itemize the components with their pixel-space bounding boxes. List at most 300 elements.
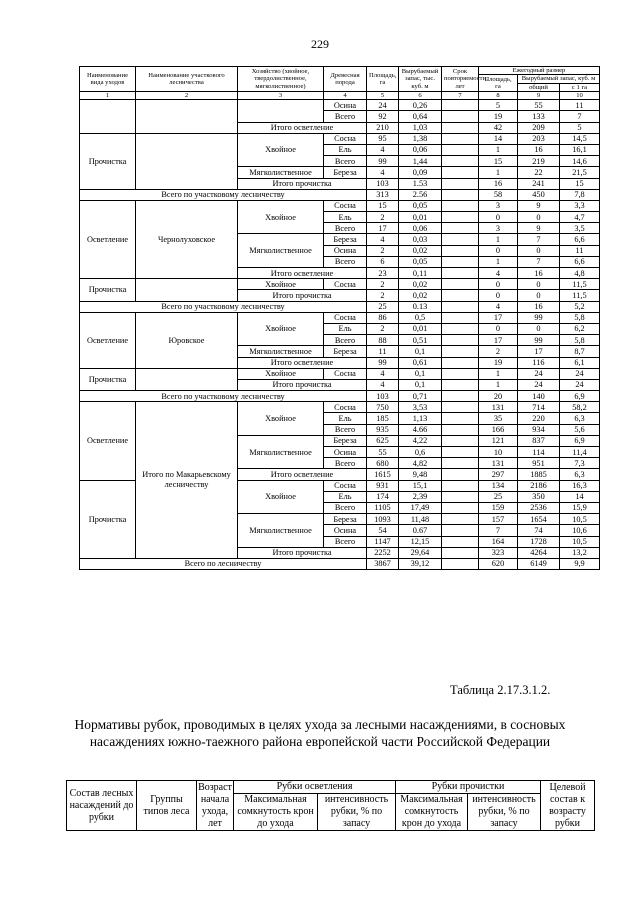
cell bbox=[442, 368, 479, 379]
cell: Мягколиственное bbox=[238, 435, 324, 469]
cell: 13,2 bbox=[560, 547, 600, 558]
cell: Береза bbox=[324, 167, 367, 178]
cell: 15,1 bbox=[399, 480, 442, 491]
cell bbox=[442, 323, 479, 334]
cell: 17 bbox=[479, 335, 518, 346]
cell: 11,48 bbox=[399, 514, 442, 525]
cell bbox=[136, 100, 238, 134]
column-number: 5 bbox=[367, 92, 399, 100]
cell: 0.67 bbox=[399, 525, 442, 536]
cell: 1 bbox=[479, 144, 518, 155]
cell: 241 bbox=[518, 178, 560, 189]
cell: Итого прочистка bbox=[238, 290, 367, 301]
cell: 0,71 bbox=[399, 391, 442, 402]
cell: 4 bbox=[367, 234, 399, 245]
cell: 951 bbox=[518, 458, 560, 469]
column-number: 7 bbox=[442, 92, 479, 100]
cell: 114 bbox=[518, 447, 560, 458]
cell: 2186 bbox=[518, 480, 560, 491]
cell: 9,48 bbox=[399, 469, 442, 480]
cell: 1654 bbox=[518, 514, 560, 525]
cell: 0,26 bbox=[399, 100, 442, 111]
cell: 7 bbox=[518, 256, 560, 267]
cell: Чернолуховское bbox=[136, 200, 238, 278]
table-row bbox=[80, 368, 600, 379]
cell: Всего по лесничеству bbox=[80, 558, 367, 569]
header-cell: Максимальная сомкнутость крон до ухода bbox=[234, 794, 318, 831]
cell: Итого осветление bbox=[238, 469, 367, 480]
cell: 11 bbox=[560, 245, 600, 256]
cell: Сосна bbox=[324, 312, 367, 323]
cell bbox=[442, 279, 479, 290]
cell: 15 bbox=[479, 156, 518, 167]
cell: Береза bbox=[324, 435, 367, 446]
cell bbox=[442, 301, 479, 312]
cell: 0,51 bbox=[399, 335, 442, 346]
page-number: 229 bbox=[311, 37, 329, 51]
section-heading: Нормативы рубок, проводимых в целях ухода за лесными насаждениями, в сосновых насаждениях южно-таежного района европейской части Российской Федерации bbox=[74, 717, 566, 749]
cell: 7 bbox=[560, 111, 600, 122]
cell: 4264 bbox=[518, 547, 560, 558]
column-number: 8 bbox=[479, 92, 518, 100]
header-cell: Целевой состав к возрасту рубки bbox=[541, 781, 595, 831]
cell: 29,64 bbox=[399, 547, 442, 558]
cell: 0 bbox=[518, 323, 560, 334]
cell: Всего bbox=[324, 424, 367, 435]
cell: 0 bbox=[479, 290, 518, 301]
cell bbox=[442, 100, 479, 111]
table-row bbox=[80, 100, 600, 111]
cell: 6,1 bbox=[560, 357, 600, 368]
cell: 92 bbox=[367, 111, 399, 122]
cell: 11,5 bbox=[560, 290, 600, 301]
table-row bbox=[80, 301, 600, 312]
header-cell: интенсивность рубки, % по запасу bbox=[468, 794, 541, 831]
cell: 74 bbox=[518, 525, 560, 536]
cell: 23 bbox=[367, 268, 399, 279]
cell: 88 bbox=[367, 335, 399, 346]
cell: Осветление bbox=[80, 200, 136, 278]
cell: 0,02 bbox=[399, 279, 442, 290]
cell bbox=[442, 189, 479, 200]
cell: 625 bbox=[367, 435, 399, 446]
cell: 7 bbox=[518, 234, 560, 245]
cell: 164 bbox=[479, 536, 518, 547]
cell: Хвойное bbox=[238, 200, 324, 234]
cell bbox=[442, 469, 479, 480]
table-row bbox=[80, 189, 600, 200]
cell: 14,6 bbox=[560, 156, 600, 167]
cell: 1,03 bbox=[399, 122, 442, 133]
cell: 1615 bbox=[367, 469, 399, 480]
cell bbox=[442, 502, 479, 513]
header-cell: с 1 га bbox=[560, 83, 600, 91]
cell: Осина bbox=[324, 525, 367, 536]
cell: 25 bbox=[479, 491, 518, 502]
cell: 220 bbox=[518, 413, 560, 424]
cell: 0,06 bbox=[399, 144, 442, 155]
header-cell: интенсивность рубки, % по запасу bbox=[318, 794, 396, 831]
cell: 24 bbox=[367, 100, 399, 111]
cell: 24 bbox=[518, 379, 560, 390]
cell: 16 bbox=[518, 268, 560, 279]
cell: 24 bbox=[518, 368, 560, 379]
cell: Ель bbox=[324, 491, 367, 502]
cell: 140 bbox=[518, 391, 560, 402]
header-cell: Площадь, га bbox=[479, 75, 518, 92]
cell: 16 bbox=[518, 301, 560, 312]
cell: 0,03 bbox=[399, 234, 442, 245]
cell bbox=[442, 156, 479, 167]
cell: 11,5 bbox=[560, 279, 600, 290]
column-number: 6 bbox=[399, 92, 442, 100]
cell: 209 bbox=[518, 122, 560, 133]
cell: 134 bbox=[479, 480, 518, 491]
cell bbox=[442, 234, 479, 245]
cell: 0,11 bbox=[399, 268, 442, 279]
cell: Итого осветление bbox=[238, 268, 367, 279]
cell: 3 bbox=[479, 200, 518, 211]
cell: Прочистка bbox=[80, 279, 136, 301]
cell: 1885 bbox=[518, 469, 560, 480]
cell: 10,6 bbox=[560, 525, 600, 536]
table-row bbox=[80, 279, 600, 290]
cell: 7 bbox=[479, 525, 518, 536]
cell: 1 bbox=[479, 379, 518, 390]
cell: 5,6 bbox=[560, 424, 600, 435]
cell: 6,6 bbox=[560, 256, 600, 267]
cell: 95 bbox=[367, 133, 399, 144]
cell: 157 bbox=[479, 514, 518, 525]
cell: 5,8 bbox=[560, 335, 600, 346]
cell: 2 bbox=[479, 346, 518, 357]
cell: 203 bbox=[518, 133, 560, 144]
cell bbox=[442, 268, 479, 279]
table-number-label: Таблица 2.17.3.1.2. bbox=[450, 683, 551, 697]
cell: 4,7 bbox=[560, 212, 600, 223]
cell: 5 bbox=[479, 100, 518, 111]
cell: Сосна bbox=[324, 402, 367, 413]
cell bbox=[442, 525, 479, 536]
cell: 0 bbox=[479, 212, 518, 223]
cell: Сосна bbox=[324, 480, 367, 491]
header-cell: Вырубаемый запас, тыс. куб. м bbox=[399, 67, 442, 92]
cell: Осина bbox=[324, 447, 367, 458]
cell: Береза bbox=[324, 514, 367, 525]
cell: 0,02 bbox=[399, 290, 442, 301]
cell: 6,6 bbox=[560, 234, 600, 245]
cell bbox=[442, 413, 479, 424]
cell: 1 bbox=[479, 234, 518, 245]
cell: Итого прочистка bbox=[238, 547, 367, 558]
cell: Юровское bbox=[136, 312, 238, 368]
cell: 1,38 bbox=[399, 133, 442, 144]
cell: 17 bbox=[518, 346, 560, 357]
table-row bbox=[80, 402, 600, 413]
column-number: 10 bbox=[560, 92, 600, 100]
cell: 7,8 bbox=[560, 189, 600, 200]
cell bbox=[442, 435, 479, 446]
cell: Хвойное bbox=[238, 312, 324, 346]
cell: 0 bbox=[479, 323, 518, 334]
cell: 3,53 bbox=[399, 402, 442, 413]
cell: 35 bbox=[479, 413, 518, 424]
cell: Всего по участковому лесничеству bbox=[80, 189, 367, 200]
cell bbox=[442, 200, 479, 211]
column-number: 9 bbox=[518, 92, 560, 100]
cell bbox=[442, 290, 479, 301]
cell: 0,01 bbox=[399, 323, 442, 334]
cell: 11 bbox=[367, 346, 399, 357]
cell: Мягколиственное bbox=[238, 167, 324, 178]
cell: 0,64 bbox=[399, 111, 442, 122]
cell: 0.13 bbox=[399, 301, 442, 312]
cell: 2 bbox=[367, 290, 399, 301]
cell: 131 bbox=[479, 458, 518, 469]
cell: 323 bbox=[479, 547, 518, 558]
header-cell: Наименование вида уходов bbox=[80, 67, 136, 92]
cell: 86 bbox=[367, 312, 399, 323]
cell: 17 bbox=[367, 223, 399, 234]
cell bbox=[442, 514, 479, 525]
cell: 0,05 bbox=[399, 256, 442, 267]
cell: 16,1 bbox=[560, 144, 600, 155]
cell: 0,02 bbox=[399, 245, 442, 256]
cell bbox=[442, 133, 479, 144]
cell: Ель bbox=[324, 212, 367, 223]
cell bbox=[442, 256, 479, 267]
cell: 0 bbox=[479, 245, 518, 256]
cell: Прочистка bbox=[80, 480, 136, 558]
header-cell: Состав лесных насаждений до рубки bbox=[67, 781, 137, 831]
cell: Итого осветление bbox=[238, 357, 367, 368]
cell: Ель bbox=[324, 413, 367, 424]
cell: 14,5 bbox=[560, 133, 600, 144]
cell: 4 bbox=[479, 301, 518, 312]
cell: 750 bbox=[367, 402, 399, 413]
cell: 0 bbox=[479, 279, 518, 290]
cell: Осветление bbox=[80, 402, 136, 480]
cell: 9 bbox=[518, 223, 560, 234]
cell: 16 bbox=[479, 178, 518, 189]
cell: 99 bbox=[367, 156, 399, 167]
cell: Хвойное bbox=[238, 480, 324, 514]
cell bbox=[442, 144, 479, 155]
cell: 1 bbox=[479, 167, 518, 178]
cell: Всего по участковому лесничеству bbox=[80, 391, 367, 402]
cell: 0,61 bbox=[399, 357, 442, 368]
cell: 185 bbox=[367, 413, 399, 424]
cell: 0 bbox=[518, 212, 560, 223]
cell: 5,2 bbox=[560, 301, 600, 312]
cell: Мягколиственное bbox=[238, 346, 324, 357]
cell: 714 bbox=[518, 402, 560, 413]
cell: 4 bbox=[367, 167, 399, 178]
thinning-table bbox=[79, 66, 600, 570]
cell: Мягколиственное bbox=[238, 514, 324, 548]
cell bbox=[442, 391, 479, 402]
cell: 6,3 bbox=[560, 413, 600, 424]
cell: Ель bbox=[324, 323, 367, 334]
cell: 16 bbox=[518, 144, 560, 155]
cell bbox=[442, 458, 479, 469]
cell: 8,7 bbox=[560, 346, 600, 357]
cell: 935 bbox=[367, 424, 399, 435]
header-cell: Наименование участкового лесничества bbox=[136, 67, 238, 92]
cell: 2252 bbox=[367, 547, 399, 558]
cell: 12,15 bbox=[399, 536, 442, 547]
cell: 1,44 bbox=[399, 156, 442, 167]
cell bbox=[442, 379, 479, 390]
cell: Осина bbox=[324, 245, 367, 256]
cell: 121 bbox=[479, 435, 518, 446]
cell: Береза bbox=[324, 234, 367, 245]
cell: 2 bbox=[367, 323, 399, 334]
cell: 0,06 bbox=[399, 223, 442, 234]
cell: 9,9 bbox=[560, 558, 600, 569]
cell: Всего bbox=[324, 502, 367, 513]
cell: Всего bbox=[324, 458, 367, 469]
cell: 24 bbox=[560, 379, 600, 390]
cell: 4,8 bbox=[560, 268, 600, 279]
cell: 17,49 bbox=[399, 502, 442, 513]
cell: 39,12 bbox=[399, 558, 442, 569]
cell: 4,22 bbox=[399, 435, 442, 446]
cell: 2 bbox=[367, 212, 399, 223]
cell: 15 bbox=[367, 200, 399, 211]
header-cell: Площадь, га bbox=[367, 67, 399, 92]
cell: 14 bbox=[560, 491, 600, 502]
cell: 10 bbox=[479, 447, 518, 458]
cell bbox=[442, 480, 479, 491]
cell: 11 bbox=[560, 100, 600, 111]
header-cell: Рубки прочистки bbox=[396, 781, 541, 794]
cell: Хвойное bbox=[238, 279, 324, 290]
cell: 1105 bbox=[367, 502, 399, 513]
column-number: 2 bbox=[136, 92, 238, 100]
cell: Всего bbox=[324, 335, 367, 346]
cell: Всего bbox=[324, 223, 367, 234]
table-row bbox=[67, 781, 595, 794]
cell: 0,6 bbox=[399, 447, 442, 458]
cell: 99 bbox=[367, 357, 399, 368]
cell: 219 bbox=[518, 156, 560, 167]
cell: 24 bbox=[560, 368, 600, 379]
cell: Прочистка bbox=[80, 133, 136, 189]
cell: 0,5 bbox=[399, 312, 442, 323]
header-cell: Ежегодный размер bbox=[479, 67, 600, 75]
cell: 0,05 bbox=[399, 200, 442, 211]
cell bbox=[442, 346, 479, 357]
cell: Всего bbox=[324, 156, 367, 167]
table-row bbox=[80, 200, 600, 211]
cell: 210 bbox=[367, 122, 399, 133]
cell: 450 bbox=[518, 189, 560, 200]
cell: 0 bbox=[518, 245, 560, 256]
norms-table bbox=[66, 780, 595, 831]
cell: 1 bbox=[479, 256, 518, 267]
cell bbox=[442, 212, 479, 223]
cell bbox=[442, 335, 479, 346]
cell: 103 bbox=[367, 391, 399, 402]
cell: 620 bbox=[479, 558, 518, 569]
cell: 1147 bbox=[367, 536, 399, 547]
cell bbox=[442, 167, 479, 178]
cell: 17 bbox=[479, 312, 518, 323]
cell: 15,9 bbox=[560, 502, 600, 513]
cell: Сосна bbox=[324, 133, 367, 144]
cell: Осина bbox=[324, 100, 367, 111]
cell: 99 bbox=[518, 335, 560, 346]
cell: 5 bbox=[560, 122, 600, 133]
cell: 14 bbox=[479, 133, 518, 144]
cell: 7,3 bbox=[560, 458, 600, 469]
cell: 2 bbox=[367, 279, 399, 290]
header-cell: Вырубаемый запас, куб. м bbox=[518, 75, 600, 83]
cell: Итого по Макарьевскому лесничеству bbox=[136, 402, 238, 559]
cell: 99 bbox=[518, 312, 560, 323]
cell: 0,1 bbox=[399, 379, 442, 390]
cell: 680 bbox=[367, 458, 399, 469]
cell: 19 bbox=[479, 357, 518, 368]
cell: 25 bbox=[367, 301, 399, 312]
cell: 5,8 bbox=[560, 312, 600, 323]
cell: Осветление bbox=[80, 312, 136, 368]
cell bbox=[442, 424, 479, 435]
cell: Хвойное bbox=[238, 368, 324, 379]
cell: 0 bbox=[518, 279, 560, 290]
cell bbox=[442, 111, 479, 122]
cell bbox=[442, 558, 479, 569]
cell: 6 bbox=[367, 256, 399, 267]
cell: 116 bbox=[518, 357, 560, 368]
cell: 3 bbox=[479, 223, 518, 234]
cell: 297 bbox=[479, 469, 518, 480]
cell: Всего bbox=[324, 111, 367, 122]
header-cell: Древесная порода bbox=[324, 67, 367, 92]
cell: 16,3 bbox=[560, 480, 600, 491]
cell: Всего bbox=[324, 256, 367, 267]
cell: 1 bbox=[479, 368, 518, 379]
cell: 4 bbox=[367, 379, 399, 390]
cell: 10,5 bbox=[560, 536, 600, 547]
cell: 0,1 bbox=[399, 368, 442, 379]
cell bbox=[442, 447, 479, 458]
cell: Ель bbox=[324, 144, 367, 155]
cell: 58 bbox=[479, 189, 518, 200]
cell: 2 bbox=[367, 245, 399, 256]
cell bbox=[80, 100, 136, 134]
cell: 6,9 bbox=[560, 391, 600, 402]
cell bbox=[442, 223, 479, 234]
cell: 15 bbox=[560, 178, 600, 189]
cell: Береза bbox=[324, 346, 367, 357]
cell: 6,2 bbox=[560, 323, 600, 334]
cell: 1728 bbox=[518, 536, 560, 547]
cell: 4 bbox=[367, 144, 399, 155]
cell: 58,2 bbox=[560, 402, 600, 413]
column-number: 4 bbox=[324, 92, 367, 100]
cell bbox=[442, 245, 479, 256]
cell: 1,13 bbox=[399, 413, 442, 424]
cell: 0,09 bbox=[399, 167, 442, 178]
cell: 133 bbox=[518, 111, 560, 122]
cell bbox=[136, 133, 238, 189]
cell: 131 bbox=[479, 402, 518, 413]
header-cell: Рубки осветления bbox=[234, 781, 396, 794]
cell: 6,3 bbox=[560, 469, 600, 480]
cell: Итого прочистка bbox=[238, 379, 367, 390]
